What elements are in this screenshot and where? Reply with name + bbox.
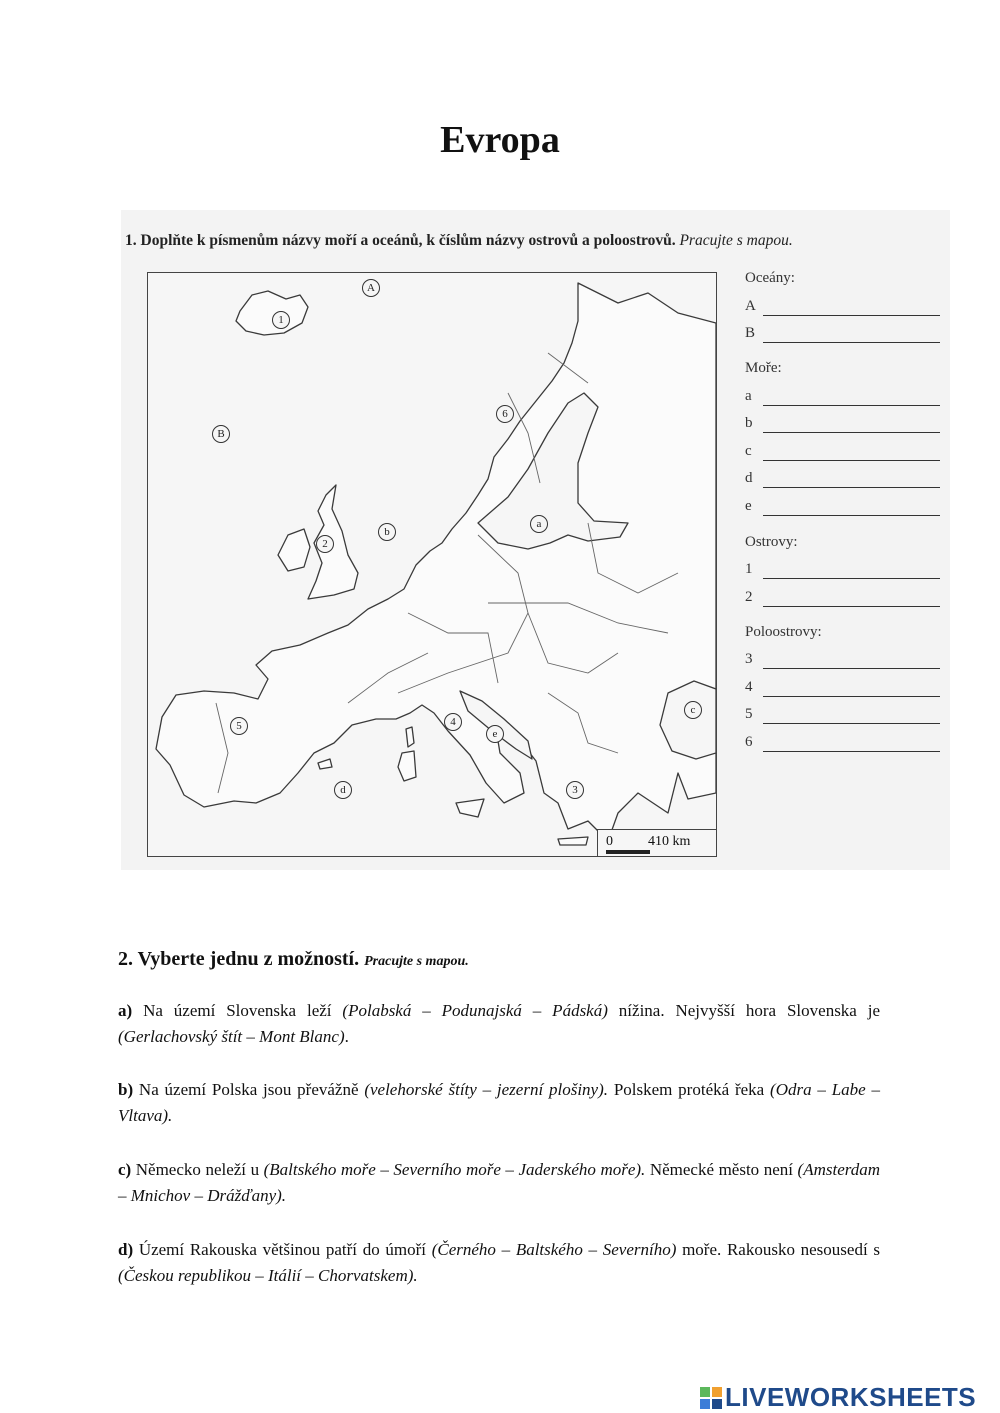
answer-key: 1 — [745, 561, 753, 577]
islands-heading: Ostrovy: — [745, 534, 798, 550]
corsica-shape — [406, 727, 414, 747]
answer-row-peninsula-4[interactable] — [745, 679, 940, 699]
answer-line[interactable] — [763, 432, 940, 433]
answer-key: 4 — [745, 679, 753, 695]
map-marker: c — [684, 701, 702, 719]
answer-line[interactable] — [763, 405, 940, 406]
ireland-shape — [278, 529, 310, 571]
question-text: moře. Rakousko nesousedí s — [676, 1240, 880, 1259]
map-marker: a — [530, 515, 548, 533]
answer-line[interactable] — [763, 342, 940, 343]
question-options[interactable]: (Gerlachovský štít – Mont Blanc) — [118, 1027, 345, 1046]
map-marker: b — [378, 523, 396, 541]
answer-line[interactable] — [763, 460, 940, 461]
liveworksheets-brand[interactable] — [700, 1382, 976, 1410]
answer-key: 6 — [745, 734, 753, 750]
answer-key: c — [745, 443, 752, 459]
answer-line[interactable] — [763, 606, 940, 607]
crete-shape — [558, 837, 588, 845]
answer-key: 3 — [745, 651, 753, 667]
map-marker: 3 — [566, 781, 584, 799]
question-options[interactable]: (Odra – Labe – Vltava). — [118, 1080, 880, 1125]
answer-row-peninsula-3[interactable] — [745, 651, 940, 671]
europe-blank-map — [147, 272, 717, 857]
map-exercise-scan — [121, 210, 950, 870]
question-options[interactable]: (Baltského moře – Severního moře – Jaderského moře). — [263, 1160, 646, 1179]
map-marker: 6 — [496, 405, 514, 423]
map-marker: d — [334, 781, 352, 799]
question-text: Německé město není — [645, 1160, 798, 1179]
question-text: Německo neleží u — [131, 1160, 264, 1179]
peninsulas-heading: Poloostrovy: — [745, 624, 822, 640]
answer-row-ocean-a[interactable] — [745, 298, 940, 318]
answer-key: e — [745, 498, 752, 514]
answer-row-island-1[interactable] — [745, 561, 940, 581]
answer-row-sea-a[interactable] — [745, 388, 940, 408]
iceland-shape — [236, 291, 308, 335]
liveworksheets-logo-icon — [700, 1387, 722, 1409]
map-marker: e — [486, 725, 504, 743]
task2-hint: Pracujte s mapou. — [364, 954, 469, 969]
map-scale — [597, 829, 716, 856]
question-text: Polskem protéká řeka — [608, 1080, 771, 1099]
question-b — [118, 1077, 880, 1129]
map-marker: B — [212, 425, 230, 443]
question-text: Na území Polska jsou převážně — [133, 1080, 365, 1099]
task2-heading — [118, 948, 469, 971]
scale-distance-label: 410 km — [648, 834, 691, 849]
question-text: Území Rakouska většinou patří do úmoří — [133, 1240, 432, 1259]
task1-instruction — [125, 232, 793, 250]
answer-line[interactable] — [763, 751, 940, 752]
page-title: Evropa — [440, 119, 560, 161]
map-marker: A — [362, 279, 380, 297]
map-marker: 1 — [272, 311, 290, 329]
answer-row-peninsula-5[interactable] — [745, 706, 940, 726]
answer-line[interactable] — [763, 315, 940, 316]
question-label: a) — [118, 1001, 133, 1020]
question-label: c) — [118, 1160, 132, 1179]
question-d — [118, 1237, 880, 1289]
map-marker: 4 — [444, 713, 462, 731]
liveworksheets-wordmark: LIVEWORKSHEETS — [725, 1382, 977, 1412]
map-marker: 2 — [316, 535, 334, 553]
answer-key: A — [745, 298, 756, 314]
question-a — [118, 998, 880, 1050]
answer-line[interactable] — [763, 723, 940, 724]
answer-line[interactable] — [763, 515, 940, 516]
answer-key: B — [745, 325, 756, 341]
sardinia-shape — [398, 751, 416, 781]
answer-key: 2 — [745, 589, 753, 605]
question-c — [118, 1157, 880, 1209]
answer-key: 5 — [745, 706, 753, 722]
answer-line[interactable] — [763, 578, 940, 579]
scale-zero-label: 0 — [606, 834, 613, 849]
task2-heading-text: 2. Vyberte jednu z možností. — [118, 948, 360, 970]
answer-row-sea-b[interactable] — [745, 415, 940, 435]
mainland-shape — [156, 283, 716, 841]
task1-text: 1. Doplňte k písmenům názvy moří a oceánů, k číslům názvy ostrovů a poloostrovů. — [125, 232, 676, 249]
answer-row-peninsula-6[interactable] — [745, 734, 940, 754]
answer-line[interactable] — [763, 668, 940, 669]
question-label: d) — [118, 1240, 134, 1259]
answer-key: a — [745, 388, 752, 404]
map-marker: 5 — [230, 717, 248, 735]
seas-heading: Moře: — [745, 360, 782, 376]
answer-row-sea-c[interactable] — [745, 443, 940, 463]
answer-key: b — [745, 415, 753, 431]
question-text: Na území Slovenska leží — [132, 1001, 343, 1020]
balearic-shape — [318, 759, 332, 769]
answer-row-island-2[interactable] — [745, 589, 940, 609]
question-options[interactable]: (Polabská – Podunajská – Pádská) — [342, 1001, 608, 1020]
answer-line[interactable] — [763, 487, 940, 488]
question-options[interactable]: (Amsterdam – Mnichov – Drážďany). — [118, 1160, 881, 1205]
answer-row-ocean-b[interactable] — [745, 325, 940, 345]
oceans-heading: Oceány: — [745, 270, 795, 286]
question-options[interactable]: (Českou republikou – Itálií – Chorvatskem). — [118, 1266, 418, 1285]
question-label: b) — [118, 1080, 134, 1099]
europe-outline-drawing — [148, 273, 716, 856]
answer-line[interactable] — [763, 696, 940, 697]
answer-key: d — [745, 470, 753, 486]
scale-bar — [606, 850, 650, 854]
answer-row-sea-e[interactable] — [745, 498, 940, 518]
answer-row-sea-d[interactable] — [745, 470, 940, 490]
question-text: . — [344, 1027, 349, 1046]
question-options[interactable]: (Černého – Baltského – Severního) — [431, 1240, 677, 1259]
sicily-shape — [456, 799, 484, 817]
question-text: nížina. Nejvyšší hora Slovenska je — [607, 1001, 881, 1020]
task1-hint: Pracujte s mapou. — [679, 232, 793, 249]
question-options[interactable]: (velehorské štíty – jezerní plošiny). — [364, 1080, 609, 1099]
